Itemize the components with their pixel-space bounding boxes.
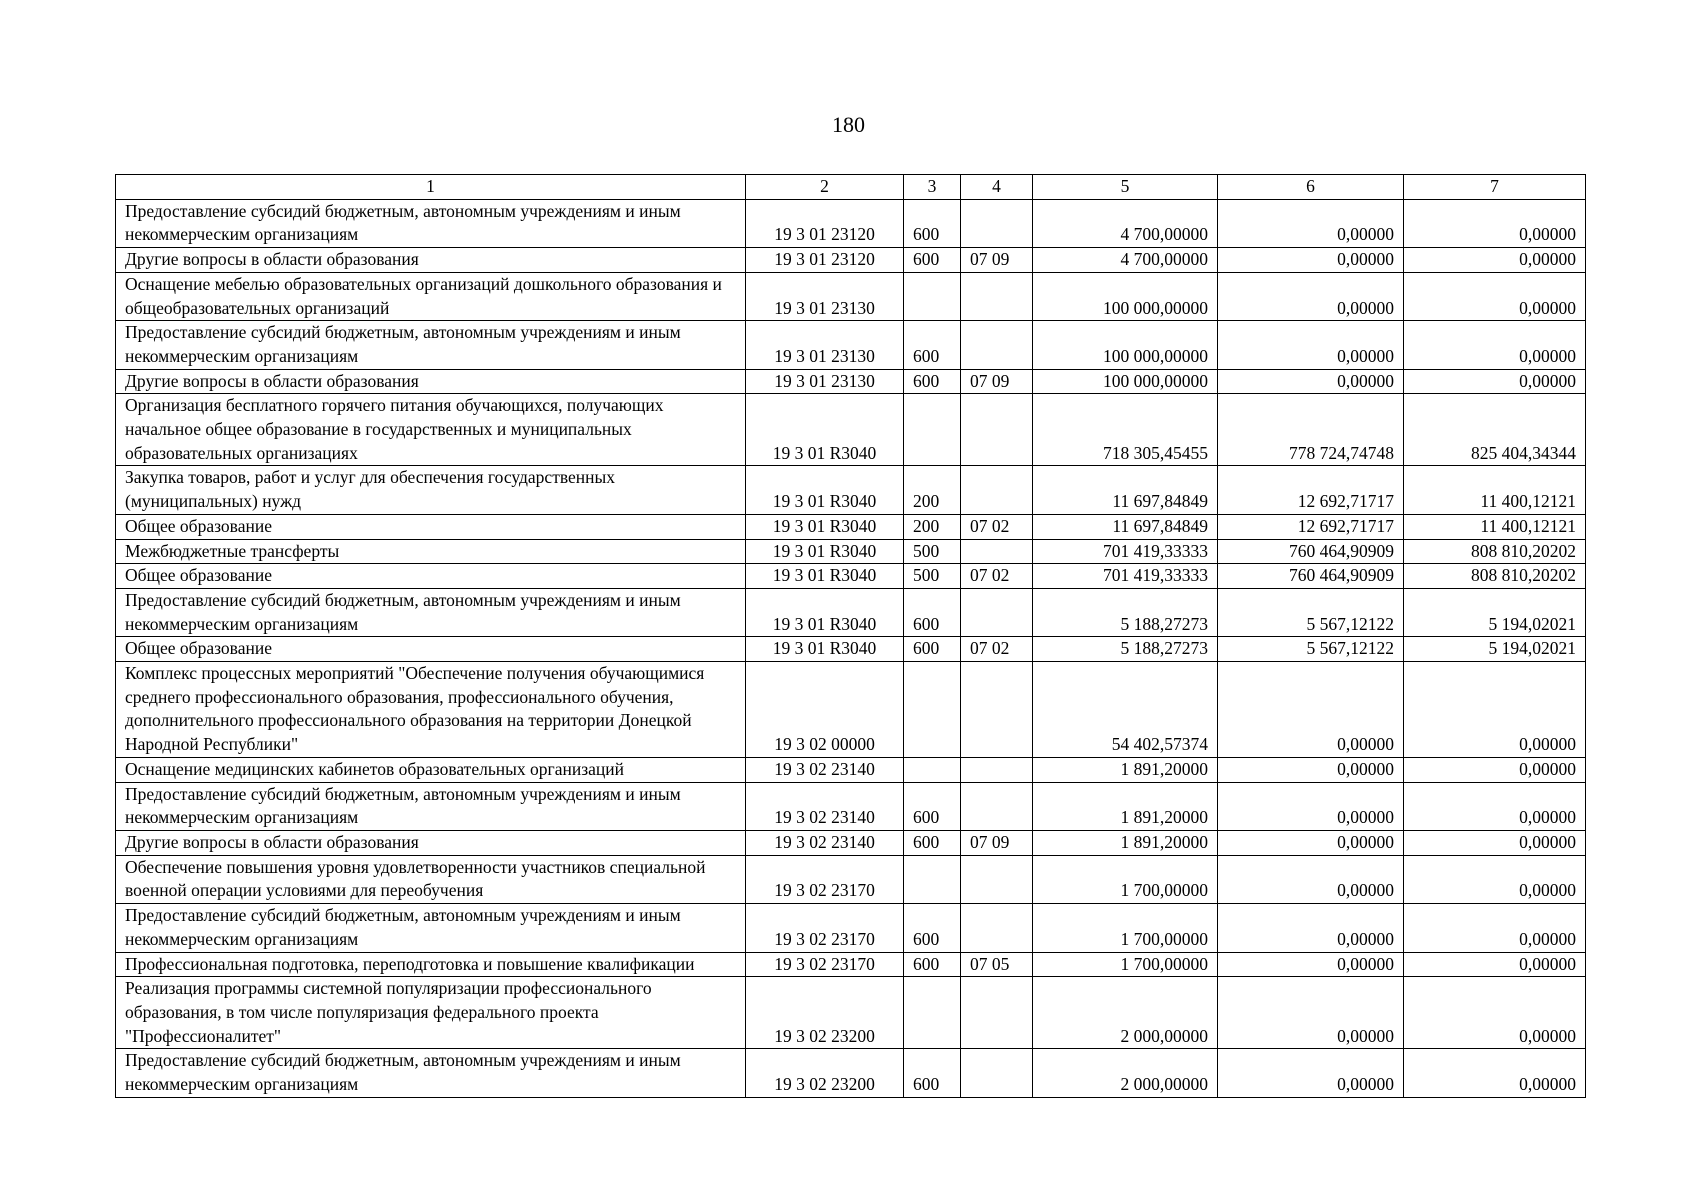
table-row: [116, 855, 1586, 903]
table-row: [116, 904, 1586, 952]
row-name: Закупка товаров, работ и услуг для обеспечения государственных (муниципальных) нужд: [116, 466, 746, 514]
row-name: Оснащение мебелью образовательных организаций дошкольного образования и общеобразовательных организаций: [116, 272, 746, 320]
row-target-code: 19 3 02 23140: [746, 830, 904, 855]
row-target-code: 19 3 01 23120: [746, 248, 904, 273]
row-expense-type: 600: [904, 369, 961, 394]
row-name: Общее образование: [116, 514, 746, 539]
row-amount-col5: 100 000,00000: [1033, 369, 1218, 394]
table-header-row: [116, 175, 1586, 200]
row-target-code: 19 3 01 23120: [746, 199, 904, 247]
row-target-code: 19 3 02 23170: [746, 952, 904, 977]
row-amount-col7: 808 810,20202: [1404, 539, 1586, 564]
row-amount-col7: 5 194,02021: [1404, 588, 1586, 636]
row-amount-col7: 0,00000: [1404, 369, 1586, 394]
row-amount-col5: 2 000,00000: [1033, 1049, 1218, 1097]
row-amount-col7: 0,00000: [1404, 830, 1586, 855]
row-name: Организация бесплатного горячего питания обучающихся, получающих начальное общее образование в государственных и муниципальных образовательных организациях: [116, 394, 746, 466]
row-amount-col7: 5 194,02021: [1404, 637, 1586, 662]
row-expense-type: 600: [904, 588, 961, 636]
row-name: Предоставление субсидий бюджетным, автономным учреждениям и иным некоммерческим организациям: [116, 199, 746, 247]
row-section-code: [961, 539, 1033, 564]
row-amount-col6: 5 567,12122: [1218, 637, 1404, 662]
table-row: [116, 637, 1586, 662]
row-section-code: [961, 904, 1033, 952]
row-expense-type: 200: [904, 466, 961, 514]
row-amount-col5: 1 700,00000: [1033, 855, 1218, 903]
row-target-code: 19 3 01 R3040: [746, 564, 904, 589]
row-amount-col5: 5 188,27273: [1033, 588, 1218, 636]
row-expense-type: 200: [904, 514, 961, 539]
row-amount-col6: 760 464,90909: [1218, 564, 1404, 589]
row-amount-col6: 0,00000: [1218, 248, 1404, 273]
row-section-code: [961, 321, 1033, 369]
page-number: 180: [832, 112, 865, 137]
row-section-code: [961, 662, 1033, 758]
row-amount-col5: 100 000,00000: [1033, 272, 1218, 320]
header-cell-7: 7: [1404, 175, 1586, 200]
row-amount-col6: 0,00000: [1218, 321, 1404, 369]
row-amount-col6: 0,00000: [1218, 855, 1404, 903]
row-target-code: 19 3 02 23140: [746, 782, 904, 830]
row-expense-type: [904, 757, 961, 782]
row-section-code: [961, 855, 1033, 903]
table-row: [116, 662, 1586, 758]
row-expense-type: 600: [904, 1049, 961, 1097]
row-amount-col7: 11 400,12121: [1404, 514, 1586, 539]
row-name: Предоставление субсидий бюджетным, автономным учреждениям и иным некоммерческим организациям: [116, 904, 746, 952]
table-row: [116, 369, 1586, 394]
row-amount-col6: 778 724,74748: [1218, 394, 1404, 466]
row-name: Обеспечение повышения уровня удовлетворенности участников специальной военной операции условиями для переобучения: [116, 855, 746, 903]
row-expense-type: [904, 272, 961, 320]
row-expense-type: [904, 855, 961, 903]
table-row: [116, 394, 1586, 466]
row-target-code: 19 3 02 23170: [746, 855, 904, 903]
row-target-code: 19 3 01 R3040: [746, 588, 904, 636]
row-amount-col5: 1 891,20000: [1033, 830, 1218, 855]
row-amount-col6: 0,00000: [1218, 1049, 1404, 1097]
row-name: Другие вопросы в области образования: [116, 248, 746, 273]
table-row: [116, 321, 1586, 369]
row-target-code: 19 3 01 R3040: [746, 466, 904, 514]
row-name: Общее образование: [116, 564, 746, 589]
row-amount-col5: 718 305,45455: [1033, 394, 1218, 466]
row-section-code: [961, 1049, 1033, 1097]
header-cell-1: 1: [116, 175, 746, 200]
row-name: Предоставление субсидий бюджетным, автономным учреждениям и иным некоммерческим организациям: [116, 588, 746, 636]
row-amount-col7: 0,00000: [1404, 952, 1586, 977]
header-cell-6: 6: [1218, 175, 1404, 200]
row-target-code: 19 3 01 R3040: [746, 394, 904, 466]
row-name: Другие вопросы в области образования: [116, 369, 746, 394]
table-row: [116, 199, 1586, 247]
row-section-code: 07 02: [961, 514, 1033, 539]
row-name: Другие вопросы в области образования: [116, 830, 746, 855]
row-amount-col7: 0,00000: [1404, 199, 1586, 247]
row-amount-col6: 5 567,12122: [1218, 588, 1404, 636]
row-expense-type: 600: [904, 782, 961, 830]
row-expense-type: 600: [904, 321, 961, 369]
table-row: [116, 248, 1586, 273]
row-amount-col6: 0,00000: [1218, 952, 1404, 977]
row-amount-col5: 1 700,00000: [1033, 952, 1218, 977]
row-amount-col7: 0,00000: [1404, 662, 1586, 758]
budget-table: [115, 174, 1586, 1098]
row-expense-type: [904, 977, 961, 1049]
row-amount-col6: 0,00000: [1218, 830, 1404, 855]
row-section-code: [961, 394, 1033, 466]
row-expense-type: 600: [904, 199, 961, 247]
row-section-code: [961, 466, 1033, 514]
table-row: [116, 272, 1586, 320]
row-amount-col5: 54 402,57374: [1033, 662, 1218, 758]
row-section-code: 07 09: [961, 369, 1033, 394]
row-amount-col5: 11 697,84849: [1033, 514, 1218, 539]
row-expense-type: [904, 394, 961, 466]
row-target-code: 19 3 01 R3040: [746, 637, 904, 662]
row-expense-type: 600: [904, 637, 961, 662]
row-amount-col5: 1 891,20000: [1033, 782, 1218, 830]
row-expense-type: 500: [904, 564, 961, 589]
table-row: [116, 564, 1586, 589]
table-row: [116, 466, 1586, 514]
row-amount-col7: 0,00000: [1404, 977, 1586, 1049]
row-amount-col7: 825 404,34344: [1404, 394, 1586, 466]
row-section-code: [961, 977, 1033, 1049]
row-section-code: 07 09: [961, 830, 1033, 855]
row-name: Предоставление субсидий бюджетным, автономным учреждениям и иным некоммерческим организациям: [116, 782, 746, 830]
row-target-code: 19 3 01 R3040: [746, 514, 904, 539]
row-amount-col7: 0,00000: [1404, 272, 1586, 320]
header-cell-2: 2: [746, 175, 904, 200]
row-section-code: [961, 757, 1033, 782]
row-amount-col7: 808 810,20202: [1404, 564, 1586, 589]
row-target-code: 19 3 01 23130: [746, 369, 904, 394]
row-name: Предоставление субсидий бюджетным, автономным учреждениям и иным некоммерческим организациям: [116, 321, 746, 369]
row-target-code: 19 3 01 R3040: [746, 539, 904, 564]
row-section-code: [961, 588, 1033, 636]
row-amount-col6: 12 692,71717: [1218, 514, 1404, 539]
header-cell-5: 5: [1033, 175, 1218, 200]
row-amount-col7: 0,00000: [1404, 904, 1586, 952]
row-section-code: 07 02: [961, 564, 1033, 589]
row-name: Межбюджетные трансферты: [116, 539, 746, 564]
row-expense-type: 600: [904, 952, 961, 977]
header-cell-3: 3: [904, 175, 961, 200]
row-amount-col7: 0,00000: [1404, 782, 1586, 830]
row-amount-col5: 100 000,00000: [1033, 321, 1218, 369]
row-section-code: [961, 272, 1033, 320]
row-amount-col5: 5 188,27273: [1033, 637, 1218, 662]
row-amount-col6: 0,00000: [1218, 199, 1404, 247]
row-expense-type: 600: [904, 904, 961, 952]
row-expense-type: [904, 662, 961, 758]
table-row: [116, 539, 1586, 564]
row-section-code: 07 09: [961, 248, 1033, 273]
table-row: [116, 757, 1586, 782]
table-row: [116, 830, 1586, 855]
row-amount-col7: 11 400,12121: [1404, 466, 1586, 514]
row-expense-type: 500: [904, 539, 961, 564]
row-amount-col6: 0,00000: [1218, 272, 1404, 320]
row-name: Комплекс процессных мероприятий "Обеспечение получения обучающимися среднего профессионального образования, профессионального обучения, дополнительного профессионального образования на территории Донецкой Народной Республики": [116, 662, 746, 758]
row-amount-col5: 1 700,00000: [1033, 904, 1218, 952]
row-target-code: 19 3 01 23130: [746, 272, 904, 320]
row-amount-col6: 760 464,90909: [1218, 539, 1404, 564]
row-amount-col5: 2 000,00000: [1033, 977, 1218, 1049]
row-amount-col5: 11 697,84849: [1033, 466, 1218, 514]
row-amount-col7: 0,00000: [1404, 248, 1586, 273]
row-amount-col6: 0,00000: [1218, 662, 1404, 758]
row-name: Общее образование: [116, 637, 746, 662]
row-name: Профессиональная подготовка, переподготовка и повышение квалификации: [116, 952, 746, 977]
row-target-code: 19 3 02 23200: [746, 1049, 904, 1097]
row-amount-col7: 0,00000: [1404, 321, 1586, 369]
row-amount-col6: 0,00000: [1218, 782, 1404, 830]
row-section-code: [961, 199, 1033, 247]
row-section-code: 07 05: [961, 952, 1033, 977]
row-target-code: 19 3 02 23170: [746, 904, 904, 952]
row-amount-col7: 0,00000: [1404, 855, 1586, 903]
table-row: [116, 588, 1586, 636]
row-section-code: [961, 782, 1033, 830]
row-target-code: 19 3 02 00000: [746, 662, 904, 758]
row-name: Предоставление субсидий бюджетным, автономным учреждениям и иным некоммерческим организациям: [116, 1049, 746, 1097]
row-amount-col5: 1 891,20000: [1033, 757, 1218, 782]
row-target-code: 19 3 02 23140: [746, 757, 904, 782]
row-name: Реализация программы системной популяризации профессионального образования, в том числе популяризация федерального проекта "Профессионалитет": [116, 977, 746, 1049]
row-amount-col5: 4 700,00000: [1033, 199, 1218, 247]
row-amount-col6: 0,00000: [1218, 977, 1404, 1049]
row-amount-col7: 0,00000: [1404, 1049, 1586, 1097]
row-amount-col6: 0,00000: [1218, 369, 1404, 394]
row-expense-type: 600: [904, 830, 961, 855]
table-row: [116, 782, 1586, 830]
table-row: [116, 977, 1586, 1049]
row-section-code: 07 02: [961, 637, 1033, 662]
row-amount-col5: 701 419,33333: [1033, 564, 1218, 589]
table-row: [116, 952, 1586, 977]
row-amount-col7: 0,00000: [1404, 757, 1586, 782]
row-name: Оснащение медицинских кабинетов образовательных организаций: [116, 757, 746, 782]
row-target-code: 19 3 01 23130: [746, 321, 904, 369]
table-row: [116, 514, 1586, 539]
row-amount-col6: 0,00000: [1218, 904, 1404, 952]
row-amount-col5: 4 700,00000: [1033, 248, 1218, 273]
row-target-code: 19 3 02 23200: [746, 977, 904, 1049]
header-cell-4: 4: [961, 175, 1033, 200]
row-expense-type: 600: [904, 248, 961, 273]
row-amount-col5: 701 419,33333: [1033, 539, 1218, 564]
table-row: [116, 1049, 1586, 1097]
row-amount-col6: 12 692,71717: [1218, 466, 1404, 514]
row-amount-col6: 0,00000: [1218, 757, 1404, 782]
